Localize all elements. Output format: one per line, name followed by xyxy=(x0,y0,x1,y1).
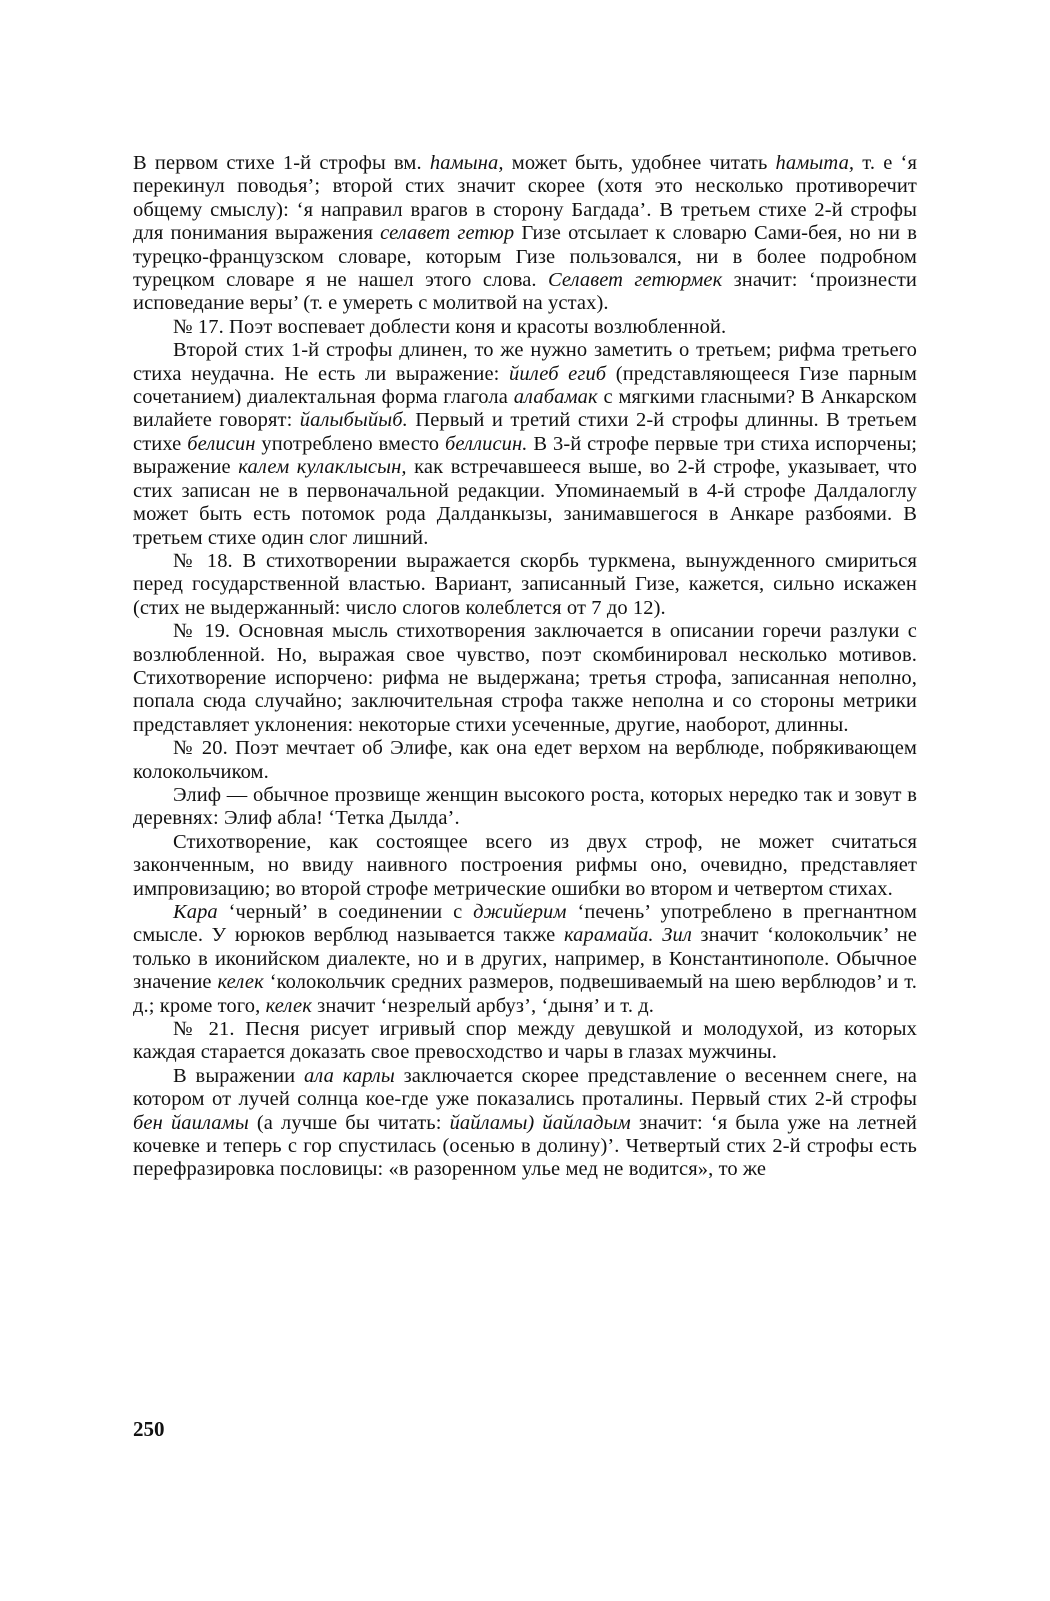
text-segment: № 17. Поэт воспевает доблести коня и красоты возлюбленной. xyxy=(173,315,727,338)
paragraph-10 xyxy=(133,1018,917,1065)
paragraph-8 xyxy=(133,831,917,901)
text-segment: т. е ‘я перекинул поводья’; второй стих значит скорее (хотя это несколько противоречит общему смыслу): ‘я направил врагов в сторону Багдада’. В третьем стихе 2-й строфы для понимания выражения xyxy=(133,152,918,245)
text-segment: ‘печень’ употреблено в прегнантном смысле. У юрюков верблюд называется также xyxy=(133,901,917,947)
italic-term: Кара xyxy=(173,901,218,923)
paragraph-9 xyxy=(133,901,917,1018)
italic-term: карамайа. xyxy=(563,924,654,947)
italic-term: hамына, xyxy=(429,152,504,174)
paragraph-7 xyxy=(133,784,917,831)
italic-term: беллисин. xyxy=(444,432,528,455)
text-segment: (представляющееся Гизе парным сочетанием) диалектальная форма глагола xyxy=(133,362,917,409)
paragraph-6 xyxy=(133,737,917,784)
text-segment: № 21. Песня рисует игривый спор между девушкой и молодухой, из которых каждая старается доказать свое превосходство и чары в глазах мужчины. xyxy=(133,1018,917,1064)
text-segment: Элиф — обычное прозвище женщин высокого роста, которых нередко так и зовут в деревнях: Элиф абла! ‘Тетка Дылда’. xyxy=(133,783,917,830)
text-segment: с мягкими гласными? В Анкарском вилайете говорят: xyxy=(133,386,917,432)
text-segment: № 18. В стихотворении выражается скорбь туркмена, вынужденного смириться перед государственной властью. Вариант, записанный Гизе, кажется, сильно искажен (стих не выдержанный: число слогов колеблется от 7 до 12). xyxy=(133,549,917,619)
paragraph-5 xyxy=(133,620,917,737)
italic-term: йалыбыйыб. xyxy=(299,409,408,432)
text-segment: значит ‘колокольчик’ не только в иконийском диалекте, но и в других, например, в Константинополе. Обычное значение xyxy=(133,924,917,994)
paragraph-2 xyxy=(133,316,917,339)
text-segment: значит: ‘произнести исповедание веры’ (т. е умереть с молитвой на устах). xyxy=(133,269,917,315)
italic-term: алабамак xyxy=(513,386,598,409)
text-segment: В 3-й строфе первые три стиха испорчены; выражение xyxy=(133,432,918,479)
italic-term: бен йаиламы xyxy=(133,1111,249,1134)
text-segment: может быть, удобнее читать xyxy=(503,152,776,174)
text-segment: № 20. Поэт мечтает об Элифе, как она едет верхом на верблюде, побрякивающем колокольчиком. xyxy=(133,737,917,783)
italic-term: белисин xyxy=(187,432,256,455)
text-segment: ‘колокольчик средних размеров, подвешиваемый на шею верблюдов’ и т. д.; кроме того, xyxy=(133,971,917,1017)
text-segment: Гизе отсылает к словарю Сами-бея, но ни в турецко-французском словаре, которым Гизе пользовался, ни в более подробном турецком словаре я не нашел этого слова. xyxy=(133,222,917,292)
paragraph-4 xyxy=(133,550,917,620)
text-segment xyxy=(654,924,663,946)
text-segment: употреблено вместо xyxy=(255,432,445,455)
text-segment: заключается скорее представление о весеннем снеге, на котором от лучей солнца кое-где уже показались проталины. Первый стих 2-й строфы xyxy=(133,1064,917,1111)
paragraph-1 xyxy=(133,152,917,316)
text-segment: В выражении xyxy=(173,1064,304,1087)
italic-term: джийерим xyxy=(473,901,567,923)
text-segment: В первом стихе 1-й строфы вм. xyxy=(133,152,430,174)
italic-term: калем кулаклысын, xyxy=(238,456,407,479)
italic-term: келек xyxy=(265,994,312,1017)
paragraph-3 xyxy=(133,339,917,550)
page-number: 250 xyxy=(133,1417,165,1441)
text-segment: Первый и третий стихи 2-й строфы длинны. В третьем стихе xyxy=(133,409,917,455)
text-segment: № 19. Основная мысль стихотворения заключается в описании горечи разлуки с возлюбленной. Но, выражая свое чувство, поэт скомбинировал несколько мотивов. Стихотворение испорчено: рифма не выдержана; третья строфа, записанная неполно, попала сюда случайно; заключительная строфа также неполна и со стороны метрики представляет уклонения: некоторые стихи усеченные, другие, наоборот, длинны. xyxy=(133,620,917,736)
text-segment: значит: ‘я была уже на летней кочевке и теперь с гор спустилась (осенью в долину)’. Четвертый стих 2-й строфы есть перефразировка пословицы: «в разоренном улье мед не водится», то же xyxy=(133,1111,917,1181)
italic-term: йайламы) йайладым xyxy=(449,1111,631,1134)
page-body xyxy=(133,152,917,1182)
text-segment: значит ‘незрелый арбуз’, ‘дыня’ и т. д. xyxy=(311,994,655,1017)
italic-term: Зил xyxy=(662,924,692,947)
text-segment: Стихотворение, как состоящее всего из двух строф, не может считаться законченным, но ввиду наивного построения рифмы оно, очевидно, представляет импровизацию; во второй строфе метрические ошибки во втором и четвертом стихах. xyxy=(133,830,917,900)
italic-term: йилеб егиб xyxy=(509,362,607,385)
text-segment: Второй стих 1-й строфы длинен, то же нужно заметить о третьем; рифма третьего стиха неудачна. Не есть ли выражение: xyxy=(133,339,917,385)
italic-term: келек xyxy=(217,971,264,994)
italic-term: селавет гетюр xyxy=(380,222,515,245)
italic-term: hамыта, xyxy=(775,152,855,174)
text-segment: как встречавшееся выше, во 2-й строфе, указывает, что стих записан не в первоначальной редакции. Упоминаемый в 4-й строфе Далдалоглу может быть есть потомок рода Далданкызы, занимавшегося в Анкаре разбоями. В третьем стихе один слог лишний. xyxy=(133,456,917,549)
paragraph-11 xyxy=(133,1065,917,1182)
italic-term: ала карлы xyxy=(303,1064,395,1087)
italic-term: Селавет гетюрмек xyxy=(547,269,723,292)
text-segment: (а лучше бы читать: xyxy=(248,1111,450,1134)
text-segment: ‘черный’ в соединении с xyxy=(217,901,474,923)
